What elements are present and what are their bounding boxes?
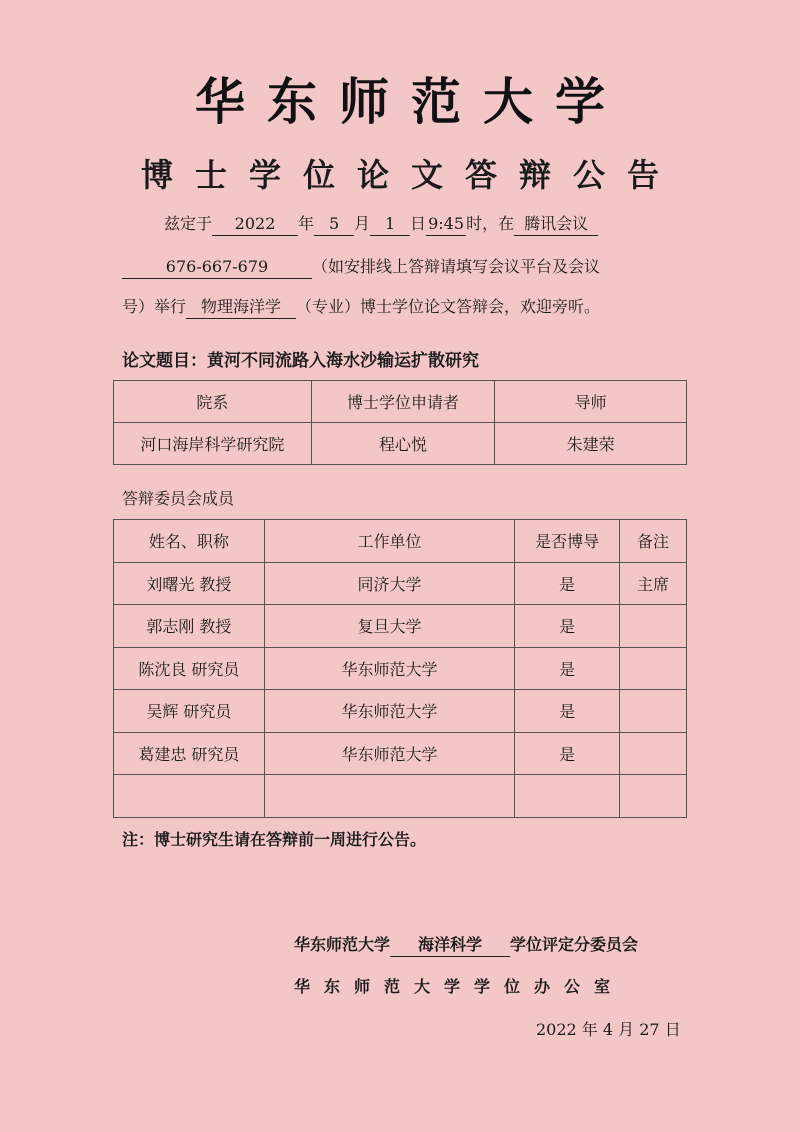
- page-title: 博士学位论文答辩公告: [140, 156, 681, 194]
- header-cell: 姓名、职称: [114, 520, 265, 563]
- committee-signature: [294, 932, 638, 957]
- time-suffix: 时，在: [466, 214, 515, 233]
- table-row: [114, 690, 687, 733]
- thesis-title: 论文题目：黄河不同流路入海水沙输运扩散研究: [122, 351, 479, 371]
- office-signature: 华东师范大学学位办公室: [294, 977, 625, 996]
- table-cell: 复旦大学: [264, 605, 515, 648]
- table-row: [114, 775, 687, 818]
- table-cell: [620, 775, 687, 818]
- info-table: [113, 380, 687, 465]
- table-cell: 同济大学: [264, 562, 515, 605]
- month-field: 5: [314, 213, 354, 236]
- table-cell: 华东师范大学: [264, 732, 515, 775]
- day-field: 1: [370, 213, 410, 236]
- table-cell: [114, 775, 265, 818]
- table-row: [114, 423, 687, 465]
- table-row: [114, 381, 687, 423]
- university-name: 华东师范大学: [195, 72, 627, 131]
- header-cell: 工作单位: [264, 520, 515, 563]
- header-cell: 院系: [114, 381, 312, 423]
- year-unit: 年: [298, 214, 315, 233]
- announcement-line-2: [122, 255, 600, 279]
- announcement-line-3: [122, 295, 600, 319]
- month-unit: 月: [354, 214, 371, 233]
- table-cell: 刘曙光 教授: [114, 562, 265, 605]
- header-cell: 是否博导: [515, 520, 620, 563]
- signature-suffix: 学位评定分委员会: [510, 935, 639, 954]
- table-cell: 华东师范大学: [264, 647, 515, 690]
- day-unit: 日: [410, 214, 427, 233]
- committee-table: [113, 519, 687, 818]
- table-cell: [620, 690, 687, 733]
- line3-prefix: 号）举行: [122, 297, 187, 316]
- table-cell: [515, 775, 620, 818]
- table-cell: [620, 647, 687, 690]
- table-cell: 是: [515, 732, 620, 775]
- table-row: [114, 647, 687, 690]
- advisor-cell: 朱建荣: [495, 423, 687, 465]
- venue-field: 腾讯会议: [514, 213, 598, 236]
- table-cell: 陈沈良 研究员: [114, 647, 265, 690]
- signature-prefix: 华东师范大学: [294, 935, 391, 954]
- table-cell: 葛建忠 研究员: [114, 732, 265, 775]
- table-cell: 主席: [620, 562, 687, 605]
- time-field: 9:45: [426, 213, 466, 236]
- table-cell: 是: [515, 690, 620, 733]
- meeting-note: （如安排线上答辩请填写会议平台及会议: [312, 257, 601, 276]
- table-cell: [620, 605, 687, 648]
- table-cell: 吴辉 研究员: [114, 690, 265, 733]
- table-row: [114, 605, 687, 648]
- footnote: 注：博士研究生请在答辩前一周进行公告。: [122, 830, 427, 849]
- department-cell: 河口海岸科学研究院: [114, 423, 312, 465]
- table-cell: 是: [515, 562, 620, 605]
- header-cell: 博士学位申请者: [311, 381, 495, 423]
- header-cell: 备注: [620, 520, 687, 563]
- line3-suffix: （专业）博士学位论文答辩会，欢迎旁听。: [296, 297, 601, 316]
- table-row: [114, 562, 687, 605]
- table-cell: 华东师范大学: [264, 690, 515, 733]
- year-field: 2022: [212, 213, 298, 236]
- major-field: 物理海洋学: [186, 296, 296, 319]
- header-cell: 导师: [495, 381, 687, 423]
- applicant-cell: 程心悦: [311, 423, 495, 465]
- prefix-text: 兹定于: [164, 214, 213, 233]
- table-cell: [620, 732, 687, 775]
- table-row: [114, 732, 687, 775]
- issue-date: 2022 年 4 月 27 日: [536, 1020, 681, 1039]
- meeting-id-field: 676-667-679: [122, 256, 312, 279]
- table-cell: 郭志刚 教授: [114, 605, 265, 648]
- committee-label: 答辩委员会成员: [122, 489, 235, 508]
- announcement-line-1: [164, 212, 598, 236]
- table-cell: 是: [515, 605, 620, 648]
- table-row: [114, 520, 687, 563]
- discipline-field: 海洋科学: [390, 934, 510, 957]
- table-cell: 是: [515, 647, 620, 690]
- table-cell: [264, 775, 515, 818]
